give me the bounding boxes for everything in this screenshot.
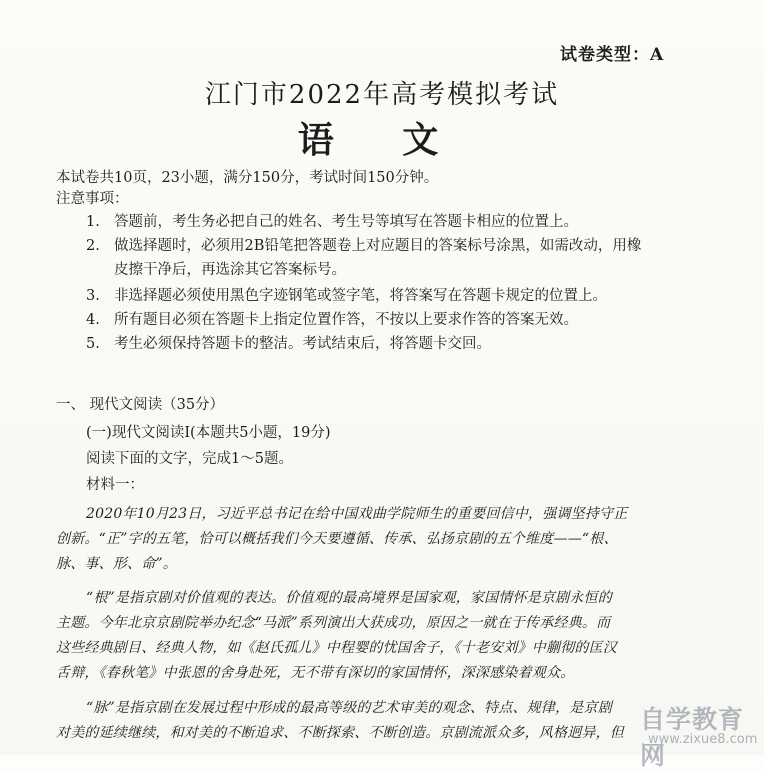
paragraph-line: 对美的延续继续，和对美的不断追求、不断探索、不断创造。京剧流派众多，风格迥异，但	[56, 725, 624, 741]
instruction-number: 1.	[86, 214, 100, 230]
section-heading: 一、 现代文阅读（35分）	[56, 397, 225, 413]
instruction-item	[86, 309, 726, 331]
subject-title: 语 文	[297, 119, 467, 161]
instruction-number: 3.	[86, 288, 100, 304]
section-subheading: (一)现代文阅读Ⅰ(本题共5小题，19分)	[86, 425, 331, 441]
instruction-number: 5.	[86, 336, 100, 352]
paragraph-line: “脉”是指京剧在发展过程中形成的最高等级的艺术审美的观念、特点、规律，是京剧	[86, 700, 612, 716]
material-label: 材料一：	[86, 477, 144, 493]
instruction-number: 4.	[86, 312, 100, 328]
notice-label: 注意事项：	[56, 191, 129, 207]
exam-intro: 本试卷共10页，23小题，满分150分，考试时间150分钟。	[56, 170, 439, 186]
instruction-text-continued: 皮擦干净后，再选涂其它答案标号。	[114, 262, 346, 278]
paragraph-line: 创新。“正”字的五笔，恰可以概括我们今天要遵循、传承、弘扬京剧的五个维度——“根、	[56, 531, 618, 547]
exam-title: 江门市2022年高考模拟考试	[204, 80, 560, 110]
instruction-item	[86, 235, 746, 279]
instruction-number: 2.	[86, 238, 100, 254]
instruction-text: 所有题目必须在答题卡上指定位置作答，不按以上要求作答的答案无效。	[114, 312, 578, 328]
reading-direction: 阅读下面的文字，完成1～5题。	[86, 451, 293, 467]
paragraph-line: 脉、事、形、命”。	[56, 556, 177, 572]
paragraph-line: 这些经典剧目、经典人物，如《赵氏孤儿》中程婴的忧国舍子，《十老安刘》中蒯彻的匡汉	[56, 640, 617, 656]
instruction-text: 考生必须保持答题卡的整洁。考试结束后，将答题卡交回。	[114, 336, 491, 352]
paragraph-line: 2020年10月23日，习近平总书记在给中国戏曲学院师生的重要回信中，强调坚持守正	[86, 506, 628, 522]
watermark-text: 自学教育网	[640, 705, 745, 770]
paragraph-line: 主题。今年北京京剧院举办纪念“马派”系列演出大获成功，原因之一就在于传承经典。而	[56, 615, 611, 631]
paragraph-line: “根”是指京剧对价值观的表达。价值观的最高境界是国家观，家国情怀是京剧永恒的	[86, 590, 612, 606]
instruction-item	[86, 333, 726, 355]
watermark	[592, 700, 764, 770]
instruction-text: 答题前，考生务必把自己的姓名、考生号等填写在答题卡相应的位置上。	[114, 214, 578, 230]
exam-type-label: 试卷类型：A	[560, 45, 665, 65]
instruction-text: 非选择题必须使用黑色字迹钢笔或签字笔，将答案写在答题卡规定的位置上。	[114, 288, 607, 304]
paragraph-line: 舌辩，《春秋笔》中张恩的舍身赴死，无不带有深切的家国情怀，深深感染着观众。	[56, 665, 575, 681]
instruction-item	[86, 285, 726, 307]
instruction-text: 做选择题时，必须用2B铅笔把答题卷上对应题目的答案标号涂黑，如需改动，用橡	[114, 238, 642, 254]
watermark-url: www.zixue8.com	[648, 732, 758, 747]
instruction-item	[86, 211, 726, 233]
